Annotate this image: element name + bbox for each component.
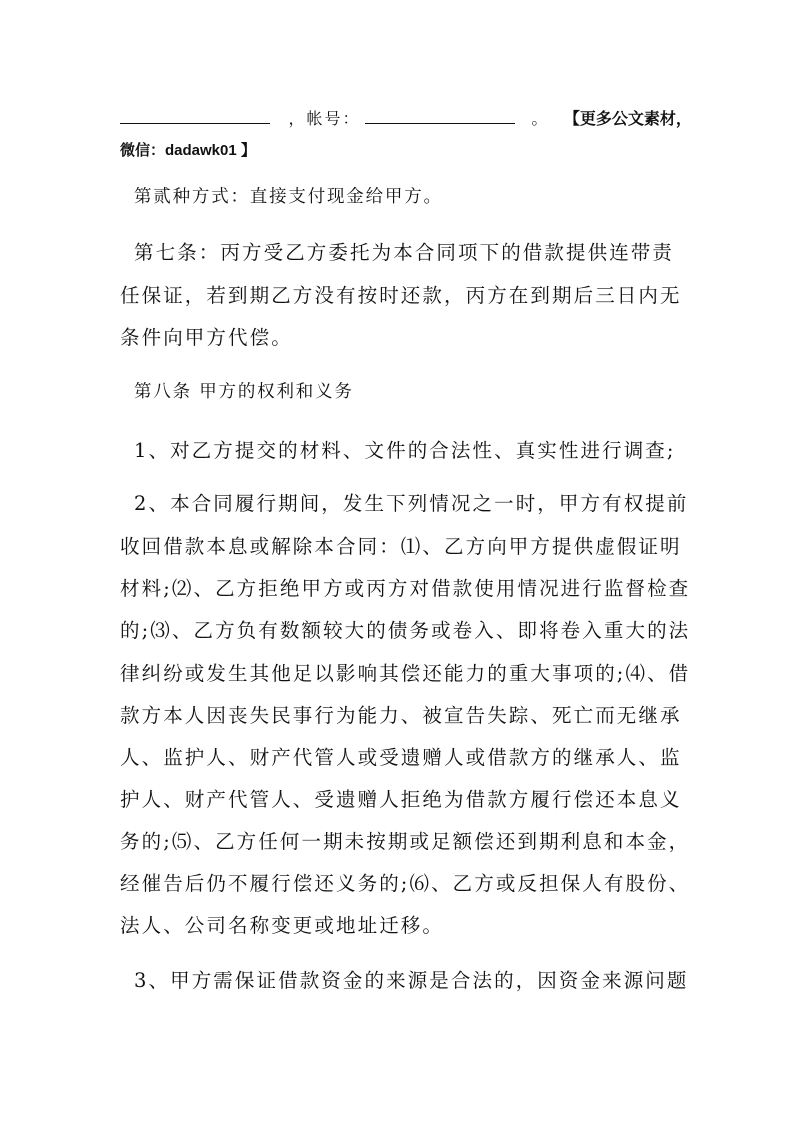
promo-note: 【更多公文素材， (563, 111, 692, 128)
line-article-7-c: 条件向甲方代偿。 (120, 326, 293, 349)
line-item-2-f: 款方本人因丧失民事行为能力、被宣告失踪、死亡而无继承 (120, 704, 682, 727)
line-item-2-e: 律纠纷或发生其他足以影响其偿还能力的重大事项的;⑷、借 (120, 662, 691, 685)
blank-underline-account (365, 109, 515, 124)
line-item-2-h: 护人、财产代管人、受遗赠人拒绝为借款方履行偿还本息义 (120, 788, 682, 811)
period-mark: 。 (531, 111, 548, 128)
line-article-7-b: 任保证，若到期乙方没有按时还款，丙方在到期后三日内无 (120, 284, 682, 307)
line-article-8-title: 第八条 甲方的权利和义务 (134, 382, 354, 402)
blank-underline-name (120, 109, 270, 124)
header-line-1 (120, 106, 692, 129)
line-article-7-a: 第七条：丙方受乙方委托为本合同项下的借款提供连带责 (134, 241, 675, 264)
header-line-2: 微信：dadawk01 】 (120, 142, 256, 159)
line-item-3-a: 3、甲方需保证借款资金的来源是合法的，因资金来源问题 (134, 969, 689, 992)
line-item-2-j: 经催告后仍不履行偿还义务的;⑹、乙方或反担保人有股份、 (120, 872, 691, 895)
line-item-2-a: 2、本合同履行期间，发生下列情况之一时，甲方有权提前 (134, 492, 689, 515)
line-item-2-k: 法人、公司名称变更或地址迁移。 (120, 914, 445, 937)
line-item-2-i: 务的;⑸、乙方任何一期未按期或足额偿还到期利息和本金， (120, 830, 691, 853)
line-item-2-c: 材料;⑵、乙方拒绝甲方或丙方对借款使用情况进行监督检查 (120, 577, 691, 600)
line-item-2-b: 收回借款本息或解除本合同：⑴、乙方向甲方提供虚假证明 (120, 535, 682, 558)
line-method-2: 第贰种方式：直接支付现金给甲方。 (134, 187, 443, 207)
line-item-1: 1、对乙方提交的材料、文件的合法性、真实性进行调查; (134, 439, 676, 462)
line-item-2-d: 的;⑶、乙方负有数额较大的债务或卷入、即将卷入重大的法 (120, 619, 691, 642)
account-label: ，帐号： (288, 111, 361, 128)
line-item-2-g: 人、监护人、财产代管人或受遗赠人或借款方的继承人、监 (120, 746, 682, 769)
